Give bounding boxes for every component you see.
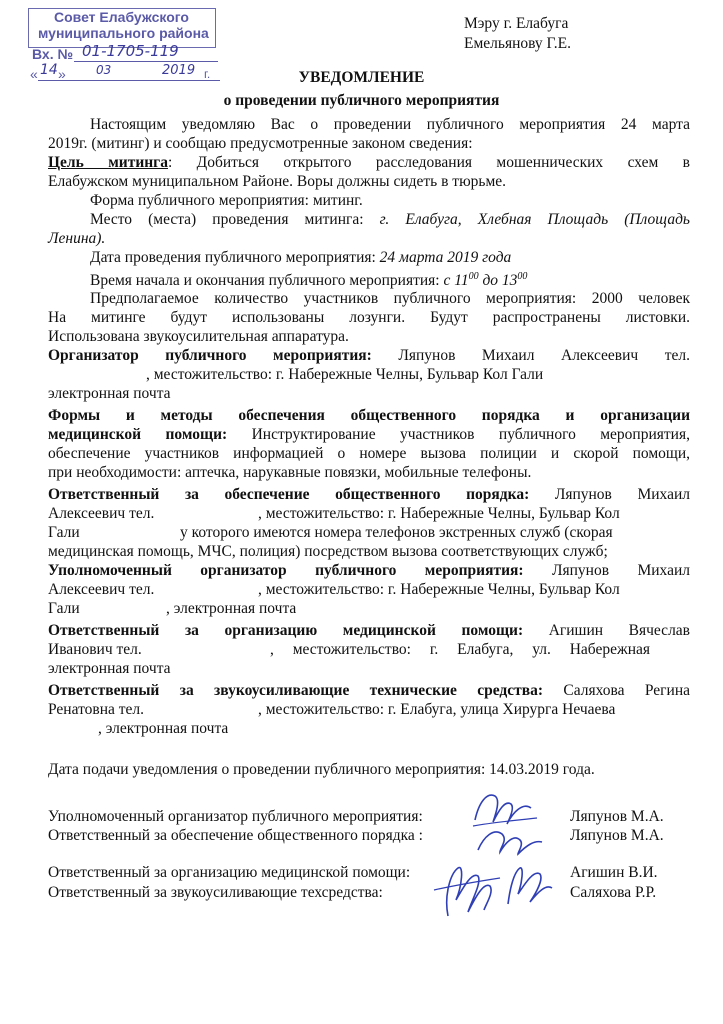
authorized-name: Ляпунов Михаил bbox=[523, 562, 690, 579]
stamp-vh-number: 01-1705-119 bbox=[82, 42, 179, 60]
signature-role-4: Ответственный за звукоусиливающие техсредства: bbox=[48, 884, 383, 901]
goal-label: Цель митинга bbox=[48, 154, 168, 171]
signature-agishin bbox=[428, 856, 508, 926]
addressee-line-1: Мэру г. Елабуга bbox=[464, 15, 569, 32]
medical-line-2b: , местожительство: г. Елабуга, ул. Набережная bbox=[270, 641, 650, 658]
methods-line-3: обеспечение участников информацией о номере вызова полиции и скорой помощи, bbox=[48, 445, 690, 462]
stamp-line-1: Совет Елабужского bbox=[54, 9, 189, 25]
order-line-2a: Алексеевич тел. bbox=[48, 505, 155, 522]
order-name: Ляпунов Михаил bbox=[529, 486, 690, 503]
medical-line-2a: Иванович тел. bbox=[48, 641, 142, 658]
stamp-date-suffix: г. bbox=[204, 67, 211, 81]
sound-line-1 bbox=[48, 681, 690, 700]
signature-role-1: Уполномоченный организатор публичного мероприятия: bbox=[48, 808, 423, 825]
order-line-3b: у которого имеются номера телефонов экстренных служб (скорая bbox=[180, 524, 613, 541]
signature-role-2: Ответственный за обеспечение общественного порядка : bbox=[48, 827, 423, 844]
time-start-minutes: 00 bbox=[468, 271, 479, 282]
methods-text: Инструктирование участников публичного мероприятия, bbox=[227, 426, 690, 443]
goal-text: : Добиться открытого расследования мошеннических схем в bbox=[167, 154, 691, 171]
organizer-label: Организатор публичного мероприятия: bbox=[48, 347, 372, 364]
time-end-minutes: 00 bbox=[517, 271, 528, 282]
medical-line-1 bbox=[48, 621, 690, 640]
medical-name: Агишин Вячеслав bbox=[523, 622, 690, 639]
authorized-line-2b: , местожительство: г. Набережные Челны, Бульвар Кол bbox=[258, 581, 620, 598]
organizer-line-1 bbox=[48, 346, 690, 365]
place-label: Место (места) проведения митинга: bbox=[90, 211, 380, 228]
date-value: 24 марта 2019 года bbox=[379, 249, 512, 266]
order-line-4: медицинская помощь, МЧС, полиция) посредством вызова соответствующих служб; bbox=[48, 543, 608, 560]
medical-line-3: электронная почта bbox=[48, 660, 171, 677]
signature-name-2: Ляпунов М.А. bbox=[570, 827, 664, 844]
addressee-line-2: Емельянову Г.Е. bbox=[464, 35, 571, 52]
organizer-name: Ляпунов Михаил Алексеевич тел. bbox=[371, 347, 690, 364]
count-line-1: Предполагаемое количество участников публичного мероприятия: 2000 человек bbox=[90, 290, 690, 307]
goal-line-1 bbox=[48, 153, 690, 172]
date-label: Дата проведения публичного мероприятия: bbox=[90, 249, 380, 266]
order-label: Ответственный за обеспечение общественного порядка: bbox=[48, 486, 530, 503]
stamp-date-year: 2019 bbox=[162, 63, 196, 78]
sound-line-2b: , местожительство: г. Елабуга, улица Хирурга Нечаева bbox=[258, 701, 616, 718]
time-label: Время начала и окончания публичного мероприятия: bbox=[90, 272, 444, 290]
authorized-line-3a: Гали bbox=[48, 600, 80, 617]
form-line: Форма публичного мероприятия: митинг. bbox=[90, 192, 363, 209]
time-line bbox=[90, 267, 690, 290]
signature-salyakhova bbox=[500, 858, 560, 913]
addressee bbox=[464, 14, 571, 54]
order-line-1 bbox=[48, 485, 690, 504]
signature-name-3: Агишин В.И. bbox=[570, 864, 658, 881]
signature-name-4: Саляхова Р.Р. bbox=[570, 884, 657, 901]
place-value: г. Елабуга, Хлебная Площадь (Площадь bbox=[379, 211, 690, 228]
date-line bbox=[90, 248, 690, 267]
time-start: с 11 bbox=[443, 272, 469, 290]
time-end: до 13 bbox=[478, 272, 518, 290]
authorized-label: Уполномоченный организатор публичного мероприятия: bbox=[48, 562, 524, 579]
order-line-2b: , местожительство: г. Набережные Челны, Бульвар Кол bbox=[258, 505, 620, 522]
intro-line-2: 2019г. (митинг) и сообщаю предусмотренные законом сведения: bbox=[48, 135, 473, 152]
count-line-2: На митинге будут использованы лозунги. Будут распространены листовки. bbox=[48, 309, 690, 326]
organizer-line-2: , местожительство: г. Набережные Челны, Бульвар Кол Гали bbox=[146, 366, 544, 383]
submission-date: Дата подачи уведомления о проведении публичного мероприятия: 14.03.2019 года. bbox=[48, 761, 595, 778]
sound-line-3: , электронная почта bbox=[98, 720, 229, 737]
stamp-vh-label: Вх. № bbox=[32, 46, 74, 62]
order-line-3a: Гали bbox=[48, 524, 80, 541]
place-line-2: Ленина). bbox=[48, 230, 106, 247]
place-line-1 bbox=[90, 210, 690, 229]
authorized-line-3b: , электронная почта bbox=[166, 600, 297, 617]
sound-name: Саляхова Регина bbox=[543, 682, 690, 699]
sound-label: Ответственный за звукоусиливающие технические средства: bbox=[48, 682, 544, 699]
goal-line-2: Елабужском муниципальном Районе. Воры должны сидеть в тюрьме. bbox=[48, 173, 507, 190]
count-line-3: Использована звукоусилительная аппаратура. bbox=[48, 328, 349, 345]
sound-line-2a: Ренатовна тел. bbox=[48, 701, 145, 718]
document-subtitle: о проведении публичного мероприятия bbox=[223, 92, 500, 109]
stamp-date-month: 03 bbox=[96, 63, 112, 77]
signature-role-3: Ответственный за организацию медицинской помощи: bbox=[48, 864, 411, 881]
methods-line-1: Формы и методы обеспечения общественного порядка и организации bbox=[48, 407, 690, 424]
authorized-line-2a: Алексеевич тел. bbox=[48, 581, 155, 598]
stamp-line-2: муниципального района bbox=[38, 25, 209, 41]
stamp-date-day: 14 bbox=[40, 62, 58, 78]
document-title: УВЕДОМЛЕНИЕ bbox=[298, 69, 425, 86]
methods-label: медицинской помощи: bbox=[48, 426, 228, 443]
signature-name-1: Ляпунов М.А. bbox=[570, 808, 664, 825]
medical-label: Ответственный за организацию медицинской помощи: bbox=[48, 622, 524, 639]
organizer-line-3: электронная почта bbox=[48, 385, 171, 402]
methods-line-2 bbox=[48, 425, 690, 444]
methods-line-4: при необходимости: аптечка, нарукавные повязки, мобильные телефоны. bbox=[48, 464, 532, 481]
intro-line-1: Настоящим уведомляю Вас о проведении публичного мероприятия 24 марта bbox=[90, 116, 690, 133]
authorized-line-1 bbox=[48, 561, 690, 580]
